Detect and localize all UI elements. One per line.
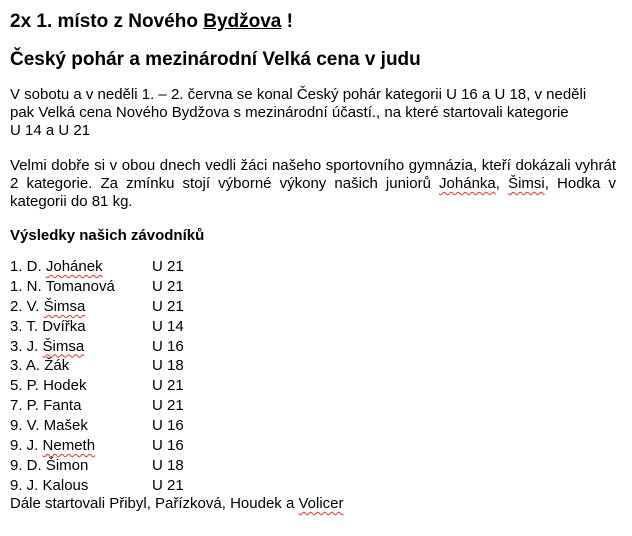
intro-line-3: U 14 a U 21 — [10, 122, 91, 139]
other-competitors-line — [10, 494, 344, 513]
title-suffix: ! — [281, 11, 293, 32]
intro-line-2: pak Velká cena Nového Bydžova s mezinárodní účastí., na které startovali kategorie — [10, 104, 569, 121]
result-name: 9. V. Mašek — [10, 417, 88, 435]
athlete-name-volicer: Volicer — [298, 495, 344, 512]
result-name: 2. V. Šimsa — [10, 297, 86, 315]
results-heading: Výsledky našich závodníků — [10, 227, 205, 244]
result-name: 5. P. Hodek — [10, 377, 87, 395]
page-subtitle: Český pohár a mezinárodní Velká cena v judu — [10, 49, 421, 70]
title-underlined-word: Bydžova — [203, 11, 282, 32]
result-row — [10, 277, 310, 297]
name-separator: , — [495, 175, 509, 192]
other-competitors-text: Dále startovali Přibyl, Pařízková, Houdek a — [10, 495, 299, 512]
result-name: 9. J. Kalous — [10, 476, 89, 494]
result-row — [10, 257, 310, 277]
result-category: U 21 — [152, 258, 184, 275]
result-row — [10, 297, 310, 317]
result-row — [10, 376, 310, 396]
result-name: 9. J. Nemeth — [10, 437, 96, 455]
result-row — [10, 436, 310, 456]
result-name: 3. J. Šimsa — [10, 337, 85, 355]
result-category: U 21 — [152, 297, 184, 315]
result-name: 7. P. Fanta — [10, 397, 82, 415]
result-category: U 21 — [152, 377, 184, 395]
result-name: 3. T. Dvířka — [10, 317, 86, 335]
result-row — [10, 337, 310, 357]
result-category: U 21 — [152, 277, 184, 295]
title-prefix: 2x 1. místo z Nového — [10, 11, 204, 32]
intro-line-1: V sobotu a v neděli 1. – 2. června se konal Český pohár kategorii U 16 a U 18, v neděli — [10, 86, 587, 103]
intro-paragraph — [10, 86, 616, 140]
result-category: U 16 — [152, 437, 184, 455]
result-category: U 21 — [152, 397, 184, 415]
result-row — [10, 416, 310, 436]
athlete-name-johanka: Johánka — [439, 175, 496, 192]
performance-text-end: , Hodka v kategorii do 81 kg. — [10, 175, 616, 210]
result-name: 1. D. Johánek — [10, 258, 103, 275]
result-name: 9. D. Šimon — [10, 456, 89, 474]
performance-paragraph — [10, 157, 616, 211]
performance-text: Velmi dobře si v obou dnech vedli žáci našeho sportovního gymnázia, kteří dokázali vyhrát 2 kategorie. Za zmínku stojí výborné výkony našich juniorů — [10, 157, 616, 192]
result-category: U 21 — [152, 476, 184, 494]
result-category: U 14 — [152, 317, 184, 335]
result-row — [10, 317, 310, 337]
result-row — [10, 456, 310, 476]
result-row — [10, 476, 310, 496]
result-category: U 16 — [152, 417, 184, 435]
result-row — [10, 356, 310, 376]
results-list — [10, 257, 310, 496]
page-title — [10, 11, 293, 33]
result-row — [10, 396, 310, 416]
athlete-name-simsi: Šimsi — [508, 175, 545, 192]
result-name: 1. N. Tomanová — [10, 277, 115, 295]
result-category: U 18 — [152, 456, 184, 474]
result-category: U 18 — [152, 357, 184, 375]
result-category: U 16 — [152, 337, 184, 355]
result-name: 3. A. Žák — [10, 357, 70, 375]
